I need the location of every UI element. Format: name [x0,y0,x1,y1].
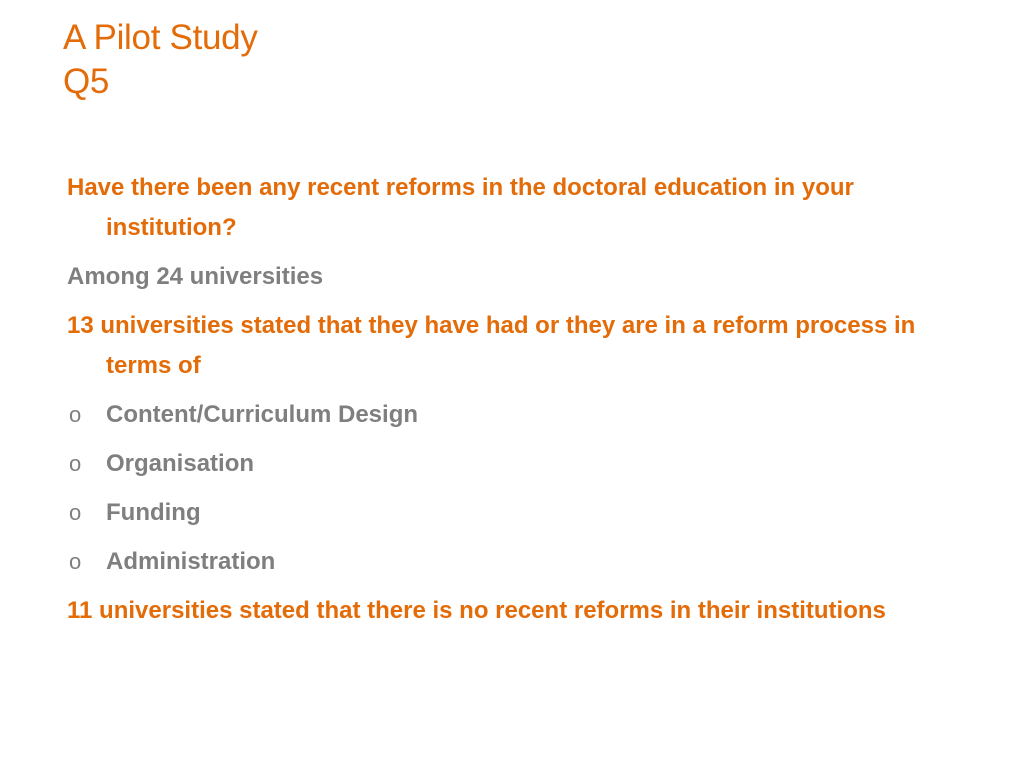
reform-area-item [67,542,967,582]
no-reform-statement: 11 universities stated that there is no recent reforms in their institutions [67,597,886,624]
question-text: Have there been any recent reforms in the doctoral education in your institution? [67,174,854,241]
reform-area-label: Administration [106,548,276,575]
reform-area-item [67,444,967,484]
hollow-circle-bullet-icon: o [69,549,82,574]
reform-area-item [67,395,967,435]
slide-body [67,168,967,640]
hollow-circle-bullet-icon: o [69,402,82,427]
reform-area-item [67,493,967,533]
slide-title [63,16,258,104]
title-line-2: Q5 [63,62,110,101]
among-text: Among 24 universities [67,263,324,290]
hollow-circle-bullet-icon: o [69,451,82,476]
reform-area-label: Funding [106,499,201,526]
reform-area-label: Content/Curriculum Design [106,401,419,428]
title-line-1: A Pilot Study [63,18,258,57]
hollow-circle-bullet-icon: o [69,500,82,525]
reform-areas-list [67,395,967,582]
reform-area-label: Organisation [106,450,255,477]
reform-statement: 13 universities stated that they have had or they are in a reform process in terms of [67,312,916,379]
